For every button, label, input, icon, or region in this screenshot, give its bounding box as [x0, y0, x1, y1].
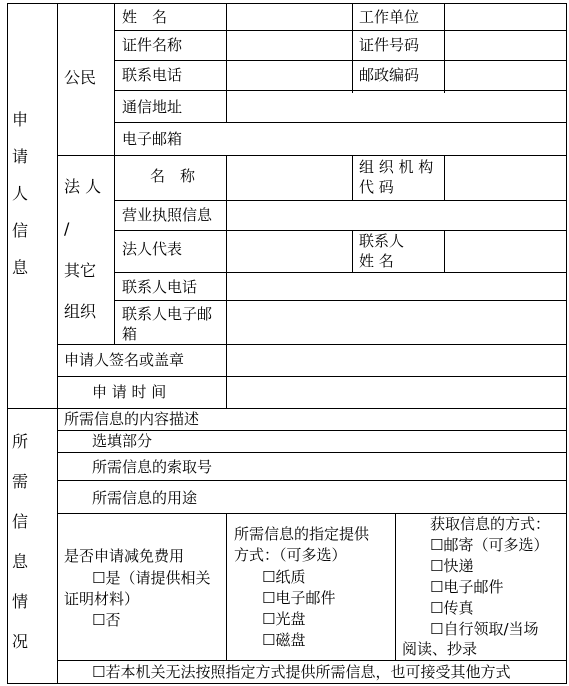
section-char: 息 [11, 552, 28, 571]
section-char: 信 [11, 512, 28, 531]
table-border-left [7, 3, 8, 684]
name-field[interactable] [227, 4, 351, 30]
license-field[interactable] [227, 201, 565, 230]
divider [352, 155, 353, 200]
id-type-field[interactable] [227, 31, 351, 60]
rep-field[interactable] [227, 231, 351, 272]
section-char: 请 [11, 147, 28, 166]
id-number-label: 证件号码 [359, 36, 420, 54]
provide-cd-checkbox[interactable]: ☐光盘 [262, 610, 306, 628]
legal-label-2: / [64, 219, 70, 238]
rep-label: 法人代表 [122, 240, 183, 258]
signature-label: 申请人签名或盖章 [64, 351, 185, 369]
address-field[interactable] [227, 91, 565, 122]
divider [226, 513, 227, 660]
divider [352, 3, 353, 93]
org-name-label: 名 称 [150, 167, 196, 185]
contact-name-field[interactable] [445, 231, 565, 272]
address-label: 通信地址 [122, 98, 183, 116]
contact-phone-label: 联系人电话 [122, 278, 198, 296]
license-label: 营业执照信息 [122, 206, 213, 224]
obtain-self-checkbox[interactable]: ☐自行领取/当场 [430, 620, 539, 638]
postcode-field[interactable] [445, 61, 565, 90]
provide-paper-checkbox[interactable]: ☐纸质 [262, 568, 306, 586]
divider [114, 122, 567, 123]
fee-yes-label-2: 证明材料） [64, 590, 140, 608]
contact-email-label-1: 联系人电子邮 [122, 305, 213, 323]
provide-disk-checkbox[interactable]: ☐磁盘 [262, 631, 306, 649]
section-char: 情 [11, 592, 28, 611]
obtain-title: 获取信息的方式： [430, 515, 551, 533]
section-char: 人 [11, 184, 28, 203]
section-char: 所 [11, 432, 28, 451]
divider [352, 230, 353, 272]
index-no-label: 所需信息的索取号 [92, 458, 213, 476]
legal-label-3: 其它 [64, 261, 97, 280]
postcode-label: 邮政编码 [359, 66, 420, 84]
time-label: 申 请 时 间 [92, 383, 167, 401]
org-code-field[interactable] [445, 156, 565, 200]
provide-title-2: 方式：（可多选） [234, 546, 347, 564]
fee-yes-checkbox[interactable]: ☐是（请提供相关 [92, 569, 211, 587]
contact-email-field[interactable] [227, 301, 565, 344]
workplace-label: 工作单位 [359, 8, 420, 26]
phone-label: 联系电话 [122, 66, 183, 84]
purpose-field[interactable] [227, 481, 565, 513]
content-desc-label: 所需信息的内容描述 [64, 410, 200, 428]
fee-question: 是否申请减免费用 [64, 547, 185, 565]
divider [114, 3, 115, 344]
section-label-needed [10, 432, 30, 672]
optional-label: 选填部分 [92, 432, 153, 450]
id-number-field[interactable] [445, 31, 565, 60]
divider [57, 660, 567, 661]
email-label: 电子邮箱 [122, 130, 183, 148]
section-char: 息 [11, 258, 28, 277]
section-char: 申 [11, 110, 28, 129]
section-char: 况 [11, 632, 28, 651]
org-name-field[interactable] [227, 156, 351, 200]
contact-phone-field[interactable] [227, 273, 565, 300]
legal-label-4: 组织 [64, 302, 97, 321]
workplace-field[interactable] [445, 4, 565, 30]
time-field[interactable] [227, 377, 565, 408]
contact-label-2: 姓 名 [359, 252, 394, 270]
index-no-field[interactable] [227, 453, 565, 480]
section-label-applicant [10, 110, 30, 295]
purpose-label: 所需信息的用途 [92, 489, 198, 507]
obtain-self-label-2: 阅读、抄录 [402, 640, 478, 658]
table-border-bottom [7, 683, 567, 684]
section-char: 信 [11, 221, 28, 240]
citizen-label: 公民 [64, 68, 97, 87]
org-code-label-2: 代 码 [359, 178, 394, 196]
obtain-mail-checkbox[interactable]: ☐邮寄（可多选） [430, 536, 549, 554]
obtain-email-checkbox[interactable]: ☐电子邮件 [430, 578, 504, 596]
name-label: 姓 名 [122, 8, 168, 26]
signature-field[interactable] [227, 345, 565, 376]
contact-email-label-2: 箱 [122, 325, 138, 343]
id-type-label: 证件名称 [122, 36, 183, 54]
provide-title-1: 所需信息的指定提供 [234, 525, 370, 543]
footer-other-way-checkbox[interactable]: ☐若本机关无法按照指定方式提供所需信息，也可接受其他方式 [92, 663, 511, 681]
contact-label-1: 联系人 [359, 232, 405, 250]
divider [395, 513, 396, 660]
section-char: 需 [11, 472, 28, 491]
obtain-fax-checkbox[interactable]: ☐传真 [430, 599, 474, 617]
obtain-express-checkbox[interactable]: ☐快递 [430, 557, 474, 575]
phone-field[interactable] [227, 61, 351, 90]
org-code-label-1: 组 织 机 构 [359, 158, 434, 176]
legal-label-1: 法 人 [64, 177, 102, 196]
fee-no-checkbox[interactable]: ☐否 [92, 611, 121, 629]
provide-email-checkbox[interactable]: ☐电子邮件 [262, 589, 336, 607]
